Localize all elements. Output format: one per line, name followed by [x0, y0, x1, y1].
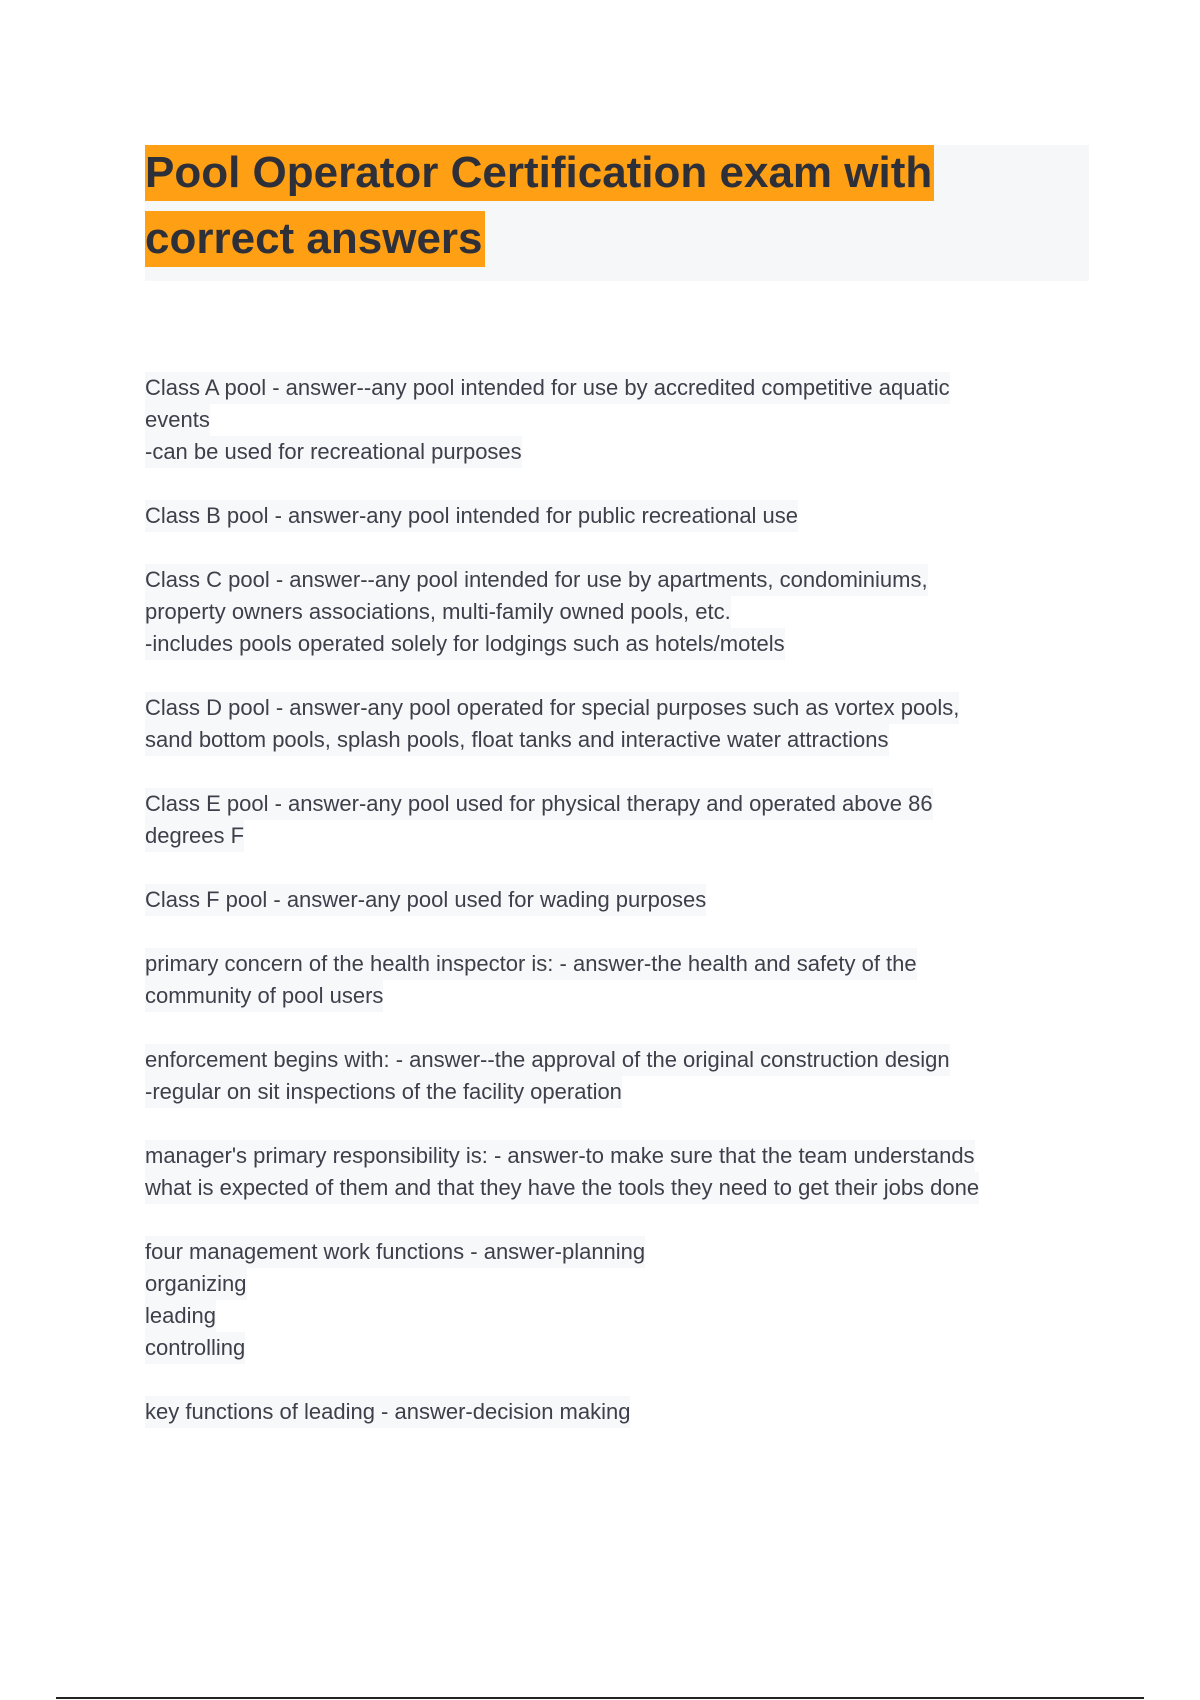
footer-rule: [56, 1697, 1144, 1699]
qa-entry-line: -regular on sit inspections of the facility operation: [145, 1076, 622, 1108]
qa-entry: [145, 500, 1085, 532]
qa-entry-line: community of pool users: [145, 980, 383, 1012]
qa-entry-line: primary concern of the health inspector is: - answer-the health and safety of the: [145, 948, 917, 980]
qa-entry-line: controlling: [145, 1332, 245, 1364]
qa-entry-line: degrees F: [145, 820, 244, 852]
qa-entry-line: Class B pool - answer-any pool intended for public recreational use: [145, 500, 798, 532]
qa-entry: [145, 884, 1085, 916]
qa-entry-line: Class D pool - answer-any pool operated for special purposes such as vortex pools,: [145, 692, 959, 724]
title-block: [145, 145, 1089, 281]
document-title-line-2: correct answers: [145, 211, 485, 267]
qa-entry-line: Class F pool - answer-any pool used for wading purposes: [145, 884, 706, 916]
qa-entry-line: -can be used for recreational purposes: [145, 436, 522, 468]
qa-entry: [145, 1396, 1085, 1428]
qa-entry-line: sand bottom pools, splash pools, float tanks and interactive water attractions: [145, 724, 889, 756]
qa-entry-line: four management work functions - answer-planning: [145, 1236, 645, 1268]
qa-entry-line: events: [145, 404, 210, 436]
qa-entry-line: Class E pool - answer-any pool used for physical therapy and operated above 86: [145, 788, 933, 820]
qa-entry: [145, 1140, 1085, 1204]
qa-entry-line: Class C pool - answer--any pool intended for use by apartments, condominiums,: [145, 564, 928, 596]
qa-entry-line: organizing: [145, 1268, 247, 1300]
qa-entry: [145, 692, 1085, 756]
qa-entry: [145, 1236, 1085, 1364]
qa-entry-line: property owners associations, multi-family owned pools, etc.: [145, 596, 731, 628]
qa-entry: [145, 372, 1085, 468]
qa-entry-line: -includes pools operated solely for lodgings such as hotels/motels: [145, 628, 785, 660]
qa-entries: [145, 372, 1085, 1460]
document-title-line-1: Pool Operator Certification exam with: [145, 145, 934, 201]
qa-entry: [145, 1044, 1085, 1108]
qa-entry: [145, 948, 1085, 1012]
qa-entry-line: leading: [145, 1300, 216, 1332]
qa-entry-line: enforcement begins with: - answer--the approval of the original construction design: [145, 1044, 950, 1076]
qa-entry: [145, 564, 1085, 660]
qa-entry-line: manager's primary responsibility is: - answer-to make sure that the team understands: [145, 1140, 975, 1172]
qa-entry: [145, 788, 1085, 852]
qa-entry-line: key functions of leading - answer-decision making: [145, 1396, 630, 1428]
qa-entry-line: what is expected of them and that they have the tools they need to get their jobs done: [145, 1172, 979, 1204]
qa-entry-line: Class A pool - answer--any pool intended for use by accredited competitive aquatic: [145, 372, 950, 404]
